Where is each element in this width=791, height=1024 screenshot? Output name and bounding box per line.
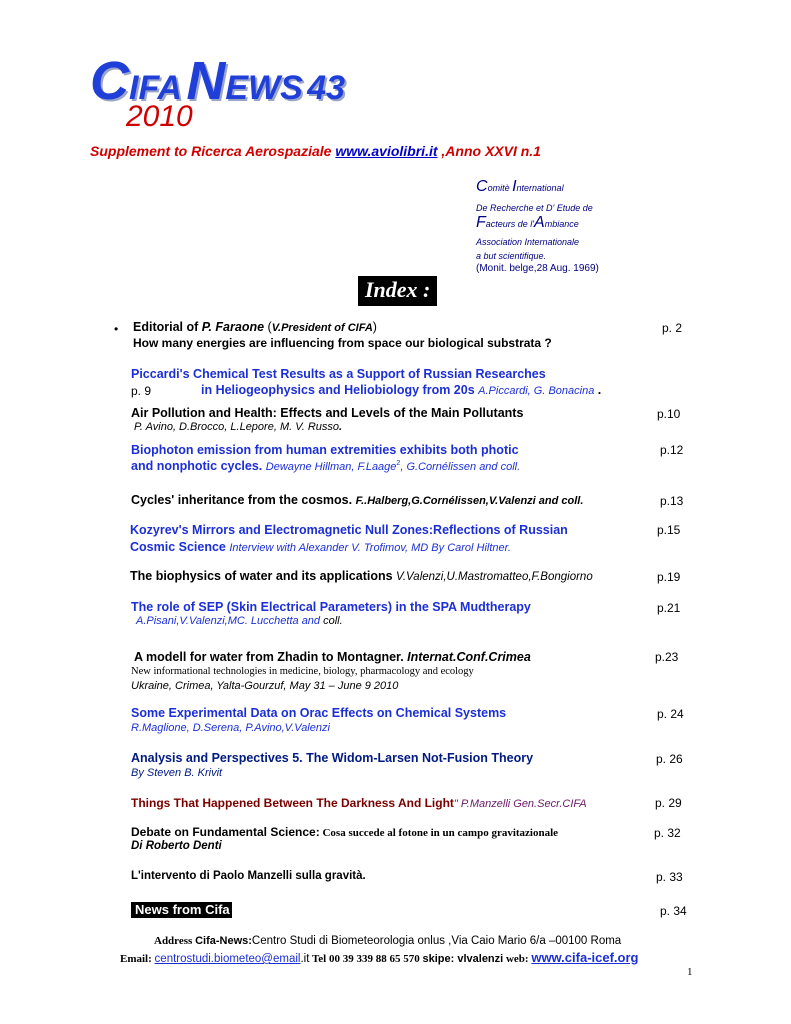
index-heading: Index : [358,276,437,306]
cifa-line-1: Comitè International [476,178,564,195]
cifa-line-5: a but scientifique. [476,251,547,261]
entry-editorial-subtitle: How many energies are influencing from space our biological substrata ? [133,336,552,350]
entry-biophoton-subtitle: and nonphotic cycles. Dewayne Hillman, F.Laage$^2$, G.Cornélissen and coll. [131,459,521,473]
entry-page: p. 24 [657,707,684,721]
footer-email-link[interactable]: centrostudi.biometeo@email [154,953,301,965]
entry-debate-title[interactable]: Debate on Fundamental Science: Cosa succede al fotone in un campo gravitazionale [131,825,559,839]
entry-orac-authors: R.Maglione, D.Serena, P.Avino,V.Valenzi [131,722,330,734]
entry-page: p. 9 [131,384,152,398]
entry-page: p.21 [657,601,681,615]
magazine-title: CIFA NEWS 43 [90,51,346,111]
footer-address: Address Cifa-News:Centro Studi di Biometeorologia onlus ,Via Caio Mario 6/a –00100 Roma [154,935,622,947]
entry-debate-author: Di Roberto Denti [131,840,222,852]
aviolibri-link[interactable]: www.aviolibri.it [335,143,438,159]
entry-page: p.15 [657,523,681,537]
cifa-line-4: Association Internationale [476,237,580,247]
entry-page: p.10 [657,407,681,421]
supplement-line: Supplement to Ricerca Aerospaziale www.aviolibri.it ,Anno XXVI n.1 [90,143,541,159]
entry-modell-subtitle: New informational technologies in medicine, biology, pharmacology and ecology [131,666,474,677]
entry-biophoton-title[interactable]: Biophoton emission from human extremities exhibits both photic [131,443,519,457]
cifa-monit: (Monit. belge,28 Aug. 1969) [476,263,599,274]
footer-contacts: Email: centrostudi.biometeo@email.it Tel 00 39 339 88 65 570 skipe: vlvalenzi web: www.cifa-icef.org [120,950,639,965]
entry-kozyrev-subtitle: Cosmic Science Interview with Alexander V. Trofimov, MD By Carol Hiltner. [130,540,511,554]
entry-page: p.12 [660,443,684,457]
entry-cycles-title[interactable]: Cycles' inheritance from the cosmos. F..Halberg,G.Cornélissen,V.Valenzi and coll. [131,493,584,507]
issue-year: 2010 [126,100,193,133]
entry-page: p.23 [655,650,679,664]
entry-sep-authors: A.Pisani,V.Valenzi,MC. Lucchetta and coll. [136,615,343,627]
entry-darkness-light-title[interactable]: Things That Happened Between The Darkness And Light" P.Manzelli Gen.Secr.CIFA [131,796,587,810]
cifa-line-3: Facteurs de l'Ambiance [476,214,579,231]
bullet-icon: • [114,322,119,336]
entry-widom-larsen-title[interactable]: Analysis and Perspectives 5. The Widom-Larsen Not-Fusion Theory [131,751,534,765]
entry-editorial-title[interactable]: Editorial of P. Faraone (V.President of CIFA) [133,320,377,334]
entry-page: p.13 [660,494,684,508]
cifa-line-2: De Recherche et D' Etude de [476,203,593,213]
entry-air-pollution-authors: P. Avino, D.Brocco, L.Lepore, M. V. Russo. [134,421,343,433]
entry-air-pollution-title[interactable]: Air Pollution and Health: Effects and Levels of the Main Pollutants [131,406,524,420]
entry-modell-location: Ukraine, Crimea, Yalta-Gourzuf, May 31 – June 9 2010 [131,680,399,692]
entry-page: p. 34 [660,904,687,918]
entry-sep-title[interactable]: The role of SEP (Skin Electrical Parameters) in the SPA Mudtherapy [131,600,531,614]
entry-page: p. 29 [655,796,682,810]
entry-page: p. 2 [662,321,683,335]
entry-page: p. 33 [656,870,683,884]
entry-page: p. 26 [656,752,683,766]
entry-water-title[interactable]: The biophysics of water and its applications V.Valenzi,U.Mastromatteo,F.Bongiorno [130,569,593,583]
footer-web-link[interactable]: www.cifa-icef.org [531,950,639,965]
entry-kozyrev-title[interactable]: Kozyrev's Mirrors and Electromagnetic Null Zones:Reflections of Russian [130,523,568,537]
entry-news-from-cifa[interactable]: News from Cifa [131,902,232,918]
entry-page: p. 32 [654,826,681,840]
entry-widom-larsen-author: By Steven B. Krivit [131,767,223,779]
entry-modell-title[interactable]: A modell for water from Zhadin to Montagner. Internat.Conf.Crimea [134,650,531,664]
entry-piccardi-subtitle: in Heliogeophysics and Heliobiology from 20s A.Piccardi, G. Bonacina . [201,383,602,397]
entry-page: p.19 [657,570,681,584]
entry-orac-title[interactable]: Some Experimental Data on Orac Effects on Chemical Systems [131,706,507,720]
entry-manzelli-gravita-title[interactable]: L'intervento di Paolo Manzelli sulla gravità. [131,870,366,882]
entry-piccardi-title[interactable]: Piccardi's Chemical Test Results as a Support of Russian Researches [131,367,546,381]
page-number: 1 [687,966,693,978]
